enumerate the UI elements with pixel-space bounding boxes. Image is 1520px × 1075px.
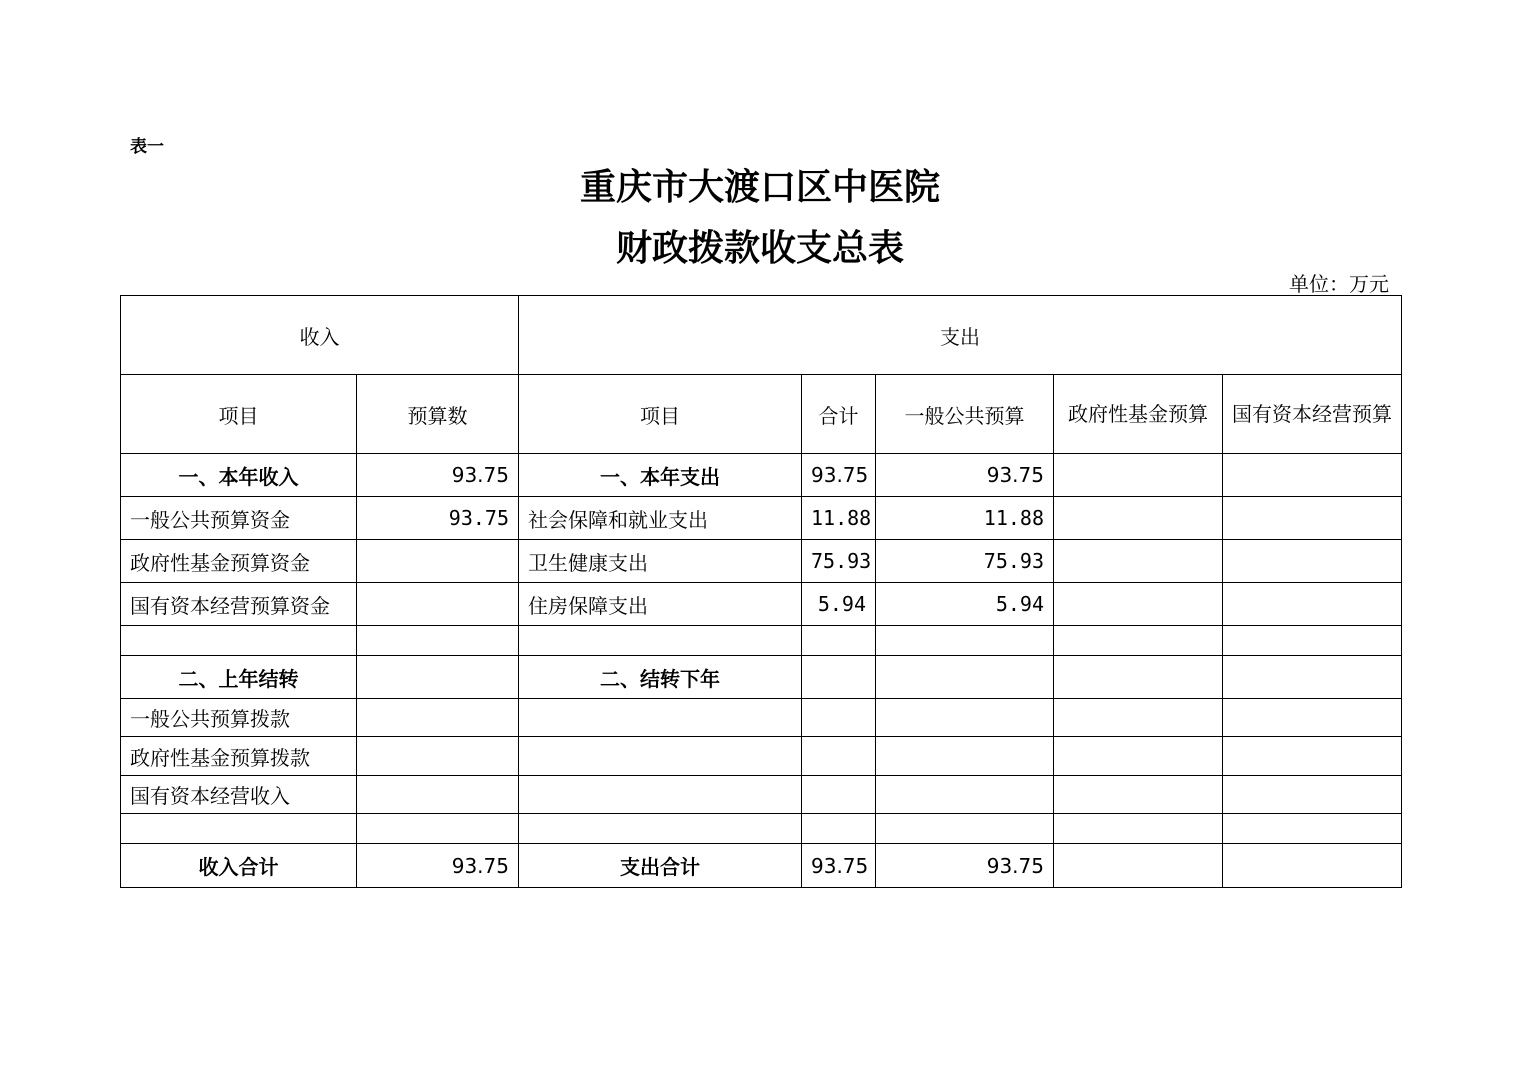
expense-item <box>519 737 802 776</box>
page-subtitle: 财政拨款收支总表 <box>615 228 904 269</box>
expense-fund <box>1054 737 1223 776</box>
group-header-row <box>121 296 1402 375</box>
expense-total <box>802 776 876 814</box>
expense-fund <box>1054 626 1223 656</box>
expense-total-value: 93.75 <box>802 844 876 888</box>
expense-state <box>1223 583 1402 626</box>
income-budget <box>357 814 519 844</box>
expense-total: 11.88 <box>802 497 876 540</box>
expense-total <box>802 814 876 844</box>
expense-fund <box>1054 814 1223 844</box>
expense-item <box>519 814 802 844</box>
expense-general <box>876 737 1054 776</box>
col-header-expense-total: 合计 <box>802 375 876 454</box>
col-header-income-item: 项目 <box>121 375 357 454</box>
table-row <box>121 626 1402 656</box>
income-item: 二、上年结转 <box>121 656 357 699</box>
expense-item: 二、结转下年 <box>519 656 802 699</box>
expense-state <box>1223 776 1402 814</box>
unit-label: 单位：万元 <box>1289 272 1389 296</box>
income-total-value: 93.75 <box>357 844 519 888</box>
expense-general-total: 93.75 <box>876 844 1054 888</box>
expense-total <box>802 656 876 699</box>
expense-total <box>802 699 876 737</box>
expense-state <box>1223 699 1402 737</box>
income-item: 政府性基金预算资金 <box>121 540 357 583</box>
col-header-income-budget: 预算数 <box>357 375 519 454</box>
expense-general <box>876 776 1054 814</box>
expense-group-header: 支出 <box>519 296 1402 375</box>
table-row <box>121 699 1402 737</box>
expense-general: 5.94 <box>876 583 1054 626</box>
expense-fund <box>1054 540 1223 583</box>
expense-total: 93.75 <box>802 454 876 497</box>
expense-item: 卫生健康支出 <box>519 540 802 583</box>
income-budget <box>357 583 519 626</box>
income-item: 国有资本经营收入 <box>121 776 357 814</box>
expense-fund <box>1054 699 1223 737</box>
expense-general: 75.93 <box>876 540 1054 583</box>
expense-general <box>876 699 1054 737</box>
page-title: 重庆市大渡口区中医院 <box>579 167 940 208</box>
expense-state <box>1223 454 1402 497</box>
table-number: 表一 <box>130 137 164 157</box>
income-budget: 93.75 <box>357 497 519 540</box>
table-row <box>121 737 1402 776</box>
expense-fund <box>1054 454 1223 497</box>
expense-fund <box>1054 656 1223 699</box>
income-budget <box>357 776 519 814</box>
col-header-expense-fund: 政府性基金预算 <box>1054 375 1223 454</box>
col-header-expense-item: 项目 <box>519 375 802 454</box>
income-item: 国有资本经营预算资金 <box>121 583 357 626</box>
table-row <box>121 776 1402 814</box>
expense-item <box>519 699 802 737</box>
expense-item: 住房保障支出 <box>519 583 802 626</box>
expense-total: 75.93 <box>802 540 876 583</box>
income-budget <box>357 540 519 583</box>
expense-item: 一、本年支出 <box>519 454 802 497</box>
income-item: 一般公共预算拨款 <box>121 699 357 737</box>
expense-general <box>876 626 1054 656</box>
expense-total: 5.94 <box>802 583 876 626</box>
expense-state <box>1223 814 1402 844</box>
expense-fund <box>1054 497 1223 540</box>
expense-total <box>802 626 876 656</box>
column-header-row <box>121 375 1402 454</box>
table-row <box>121 454 1402 497</box>
expense-state <box>1223 656 1402 699</box>
total-row <box>121 844 1402 888</box>
income-budget <box>357 737 519 776</box>
table-row <box>121 656 1402 699</box>
income-item: 政府性基金预算拨款 <box>121 737 357 776</box>
income-item <box>121 814 357 844</box>
col-header-expense-state: 国有资本经营预算 <box>1223 375 1402 454</box>
income-budget <box>357 626 519 656</box>
expense-item <box>519 776 802 814</box>
income-item <box>121 626 357 656</box>
income-item: 一、本年收入 <box>121 454 357 497</box>
col-header-expense-general: 一般公共预算 <box>876 375 1054 454</box>
table-row <box>121 583 1402 626</box>
table-row <box>121 497 1402 540</box>
expense-fund <box>1054 583 1223 626</box>
expense-general: 93.75 <box>876 454 1054 497</box>
expense-total-label: 支出合计 <box>519 844 802 888</box>
income-budget <box>357 656 519 699</box>
income-group-header: 收入 <box>121 296 519 375</box>
income-item: 一般公共预算资金 <box>121 497 357 540</box>
table-row <box>121 814 1402 844</box>
expense-state <box>1223 626 1402 656</box>
income-budget: 93.75 <box>357 454 519 497</box>
income-total-label: 收入合计 <box>121 844 357 888</box>
expense-fund <box>1054 776 1223 814</box>
expense-item: 社会保障和就业支出 <box>519 497 802 540</box>
table-row <box>121 540 1402 583</box>
expense-fund-total <box>1054 844 1223 888</box>
expense-state <box>1223 497 1402 540</box>
expense-general <box>876 814 1054 844</box>
expense-general <box>876 656 1054 699</box>
expense-state <box>1223 737 1402 776</box>
expense-general: 11.88 <box>876 497 1054 540</box>
expense-total <box>802 737 876 776</box>
expense-state <box>1223 540 1402 583</box>
income-budget <box>357 699 519 737</box>
expense-item <box>519 626 802 656</box>
expense-state-total <box>1223 844 1402 888</box>
budget-summary-table <box>120 295 1402 888</box>
